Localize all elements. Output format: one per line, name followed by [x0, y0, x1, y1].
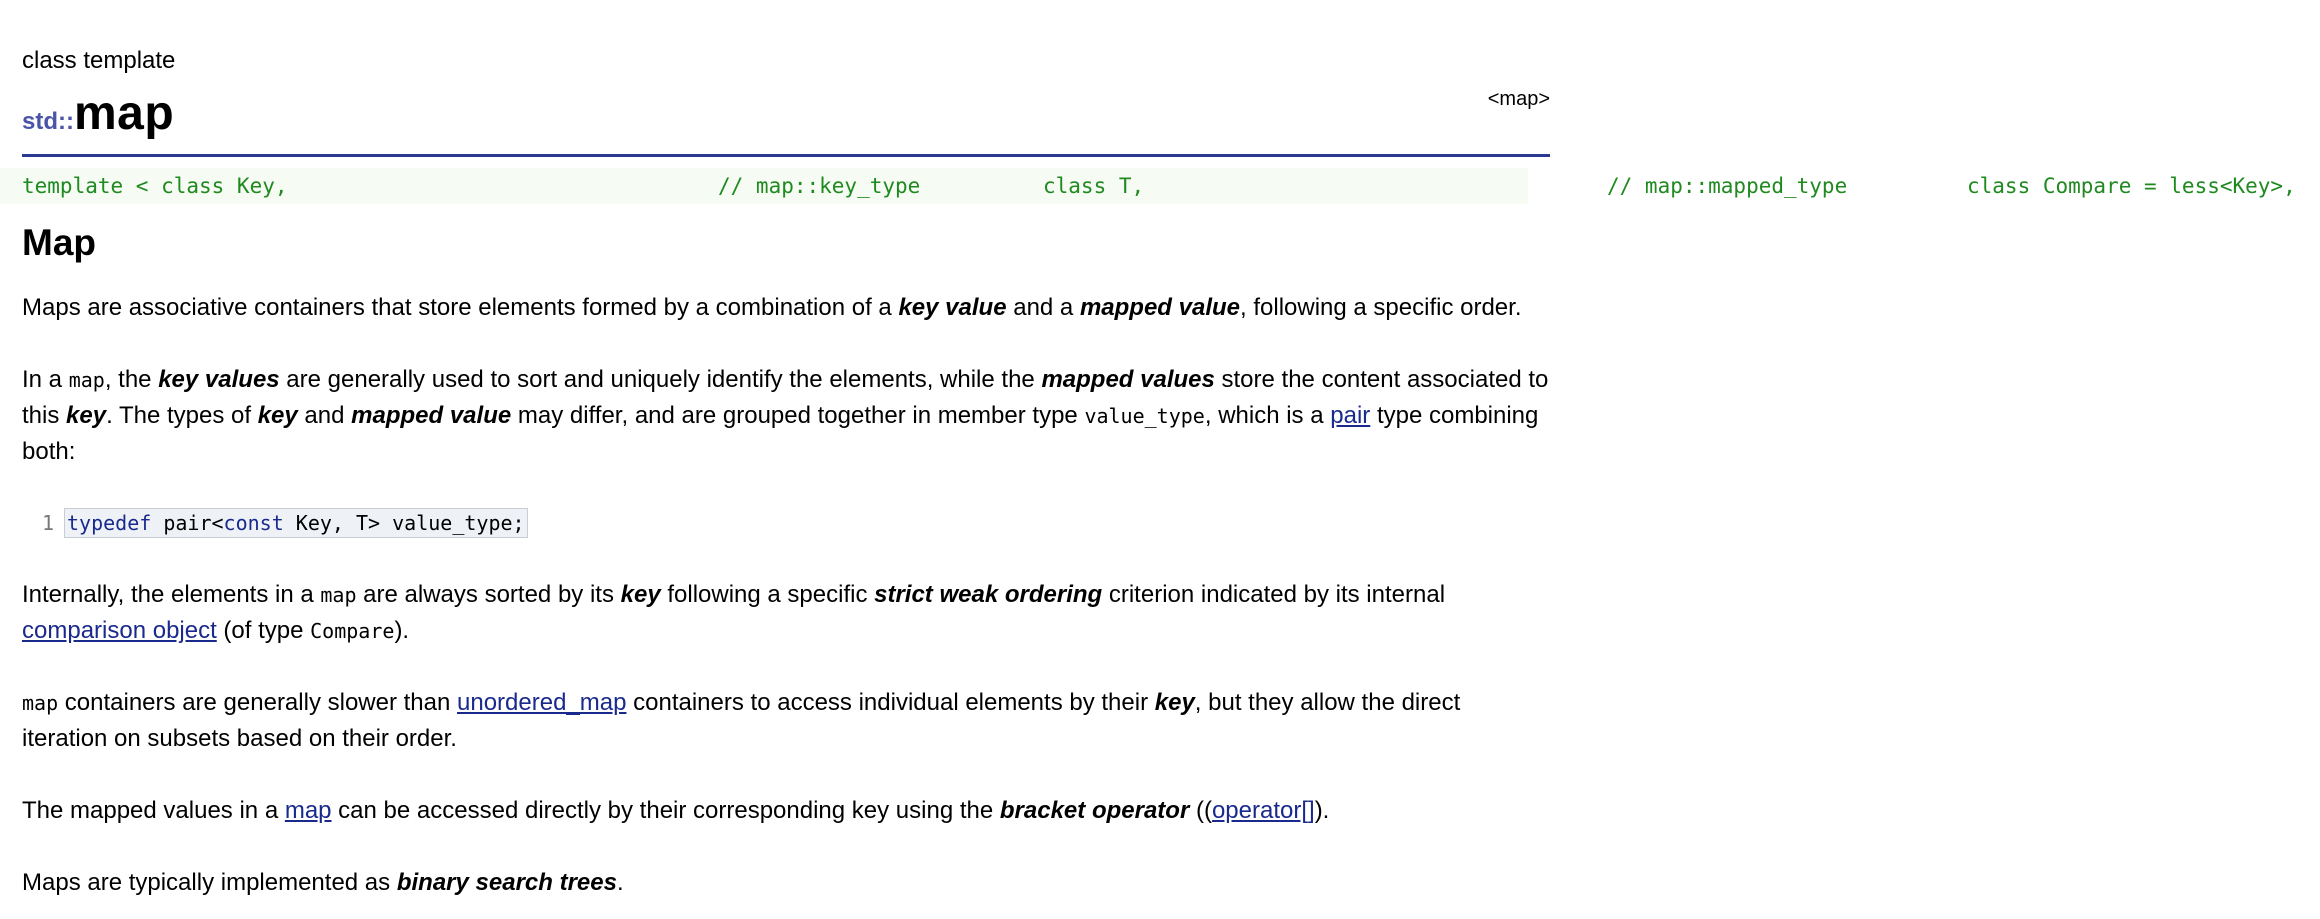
text: Maps are associative containers that store elements formed by a combination of a	[22, 294, 899, 321]
text: The mapped values in a	[22, 797, 285, 824]
prototype-part-key: template < class Key,	[22, 174, 288, 198]
link-operator-brackets[interactable]: operator[]	[1211, 797, 1315, 824]
prototype-comment-mapped-type: // map::mapped_type	[1607, 174, 1848, 198]
paragraph-bracket-operator	[22, 793, 1550, 829]
emphasis: key	[66, 402, 107, 429]
code-inline: value_type	[1084, 404, 1205, 428]
text: , the	[104, 366, 159, 393]
text: and a	[1006, 294, 1080, 321]
text: store the content associated to this	[22, 366, 1549, 429]
page-title: map	[73, 87, 175, 140]
code-keyword: typedef	[67, 511, 152, 535]
prototype-part-t: class T,	[1043, 174, 1145, 198]
text: may differ, and are grouped together in member type	[511, 402, 1085, 429]
emphasis: mapped value	[351, 402, 512, 429]
line-number: 1	[42, 511, 55, 535]
emphasis: mapped values	[1041, 366, 1215, 393]
emphasis: bracket operator	[999, 797, 1190, 824]
emphasis: key	[257, 402, 298, 429]
code-text: pair<	[151, 511, 224, 535]
text: criterion indicated by its internal	[1102, 581, 1446, 608]
text: Maps are typically implemented as	[22, 869, 397, 896]
text: type combining both:	[22, 402, 1539, 465]
code-inline: map	[320, 583, 357, 607]
page-title-row	[22, 86, 1550, 157]
namespace-prefix: std::	[22, 108, 74, 135]
template-prototype	[0, 168, 2298, 204]
text: and	[297, 402, 352, 429]
prototype-comment-key-type: // map::key_type	[718, 174, 921, 198]
code-inline: map	[68, 368, 105, 392]
paragraph-implementation	[22, 865, 1550, 901]
paragraph-intro	[22, 290, 1550, 326]
text: are always sorted by its	[356, 581, 621, 608]
emphasis: key values	[158, 366, 280, 393]
text: containers are generally slower than	[58, 689, 458, 716]
text: , but they allow the direct iteration on subsets based on their order.	[22, 689, 1461, 752]
text: ).	[394, 617, 410, 644]
link-pair[interactable]: pair	[1330, 402, 1371, 429]
emphasis: mapped value	[1079, 294, 1241, 321]
emphasis: key value	[898, 294, 1007, 321]
text: (of type	[216, 617, 311, 644]
code-inline: Compare	[310, 619, 395, 643]
text: .	[616, 869, 624, 896]
section-title: Map	[22, 222, 96, 263]
code-inline: map	[22, 691, 59, 715]
text: , which is a	[1204, 402, 1331, 429]
emphasis: strict weak ordering	[874, 581, 1103, 608]
text: Internally, the elements in a	[22, 581, 321, 608]
emphasis: key	[620, 581, 661, 608]
text: ).	[1314, 797, 1330, 824]
text: In a	[22, 366, 69, 393]
link-map[interactable]: map	[284, 797, 332, 824]
link-unordered-map[interactable]: unordered_map	[457, 689, 627, 716]
text: , following a specific order.	[1240, 294, 1522, 321]
text: . The types of	[106, 402, 258, 429]
header-file-tag: <map>	[1487, 88, 1550, 110]
paragraph-performance	[22, 685, 1550, 757]
code-line	[64, 508, 528, 538]
paragraph-sorting	[22, 577, 1550, 649]
link-comparison-object[interactable]: comparison object	[22, 617, 217, 644]
text: are generally used to sort and uniquely identify the elements, while the	[279, 366, 1042, 393]
text: ((	[1189, 797, 1212, 824]
emphasis: binary search trees	[396, 869, 617, 896]
text: following a specific	[660, 581, 875, 608]
text: containers to access individual elements by their	[626, 689, 1155, 716]
entity-kind: class template	[22, 47, 176, 74]
text: can be accessed directly by their corresponding key using the	[331, 797, 1000, 824]
emphasis: key	[1154, 689, 1195, 716]
code-text: Key, T> value_type;	[283, 511, 525, 535]
paragraph-key-values	[22, 362, 1550, 470]
code-keyword: const	[223, 511, 284, 535]
prototype-part-compare: class Compare = less<Key>,	[1967, 174, 2296, 198]
